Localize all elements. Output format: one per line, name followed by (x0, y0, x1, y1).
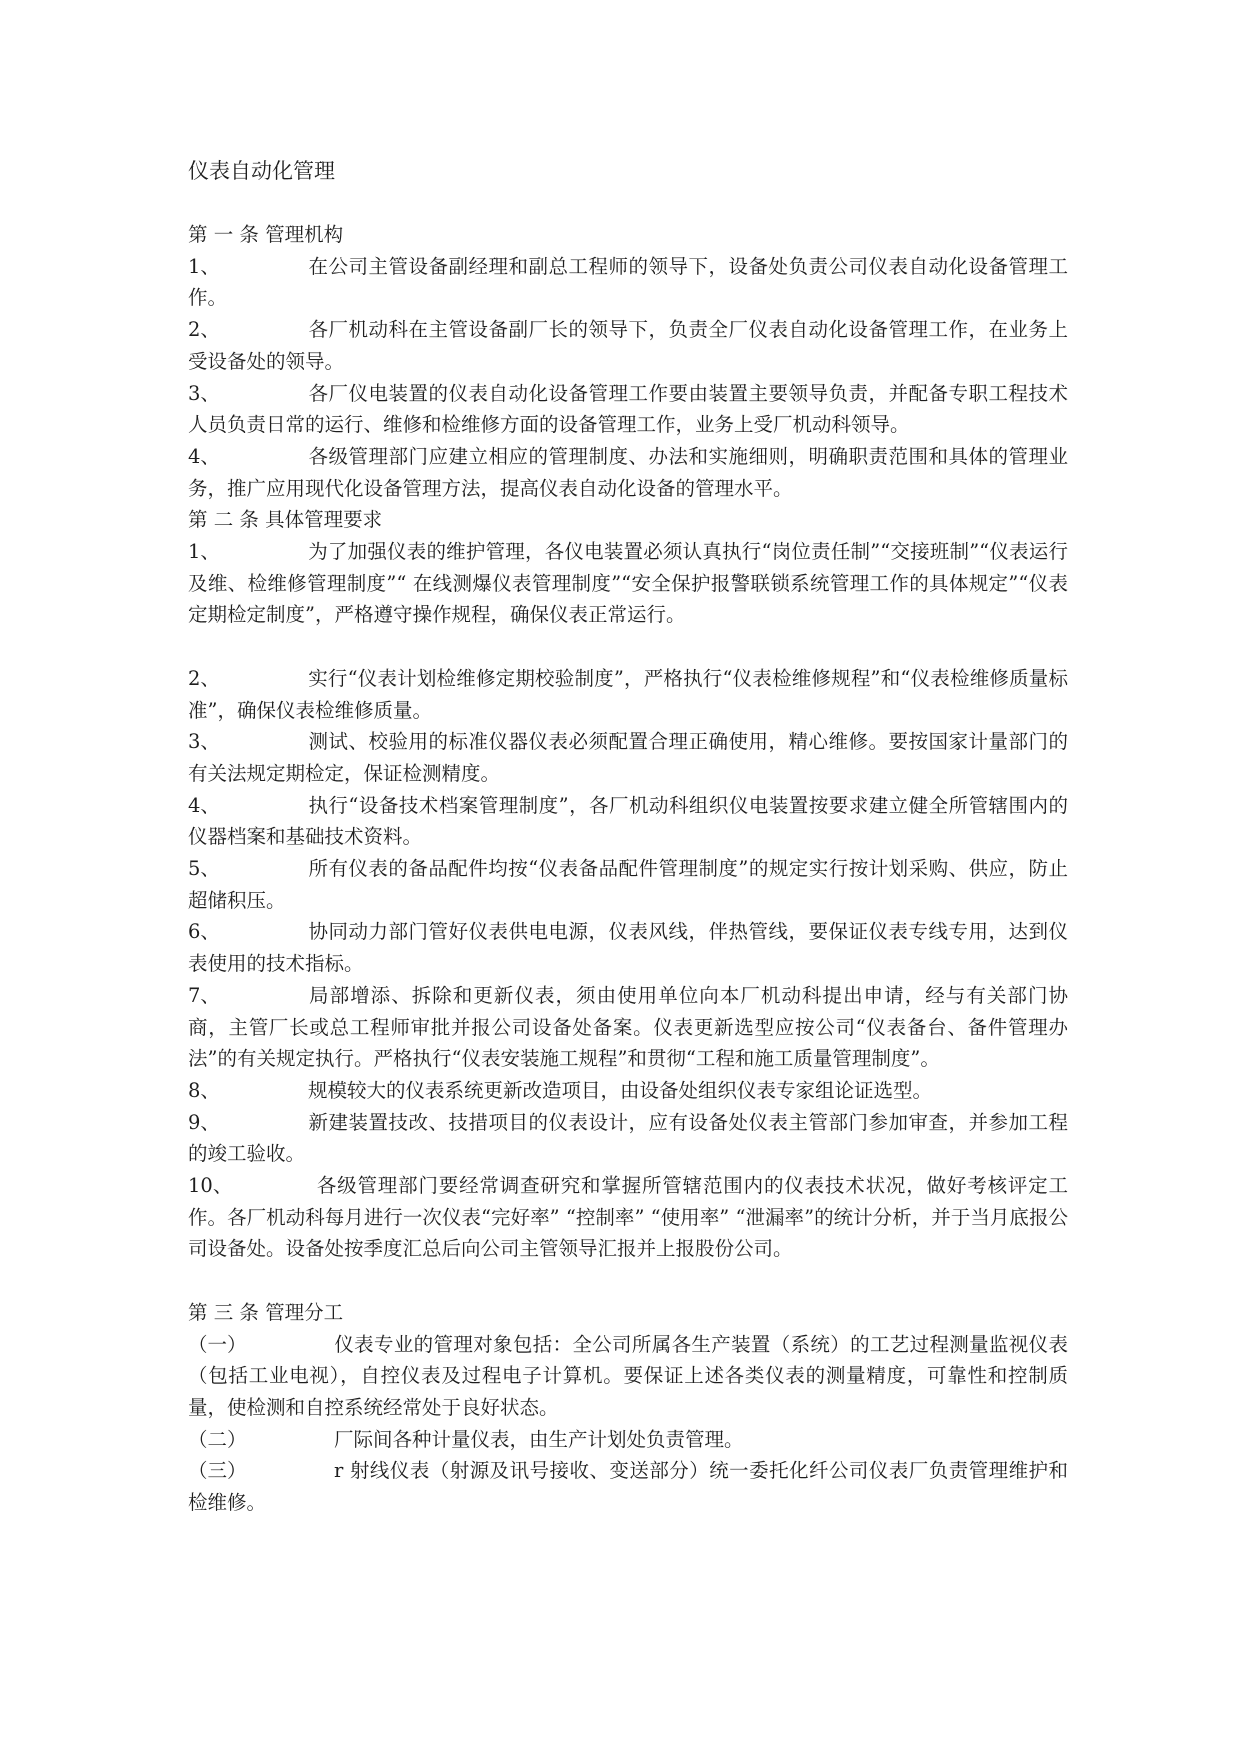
clause-item (188, 790, 1068, 853)
clause-number: 1、 (188, 540, 220, 564)
clause-text: 所有仪表的备品配件均按“仪表备品配件管理制度”的规定实行按计划采购、供应，防止超储积压。 (188, 857, 1068, 912)
clause-item (188, 441, 1068, 504)
clause-text: 仪表专业的管理对象包括：全公司所属各生产装置（系统）的工艺过程测量监视仪表（包括工业电视），自控仪表及过程电子计算机。要保证上述各类仪表的测量精度，可靠性和控制质量，使检测和自控系统经常处于良好状态。 (188, 1332, 1068, 1419)
clause-number: 2、 (188, 318, 220, 342)
clause-text: 为了加强仪表的维护管理，各仪电装置必须认真执行“岗位责任制”“交接班制”“仪表运行及维、检维修管理制度”“ 在线测爆仪表管理制度”“安全保护报警联锁系统管理工作的具体规定”“仪表定期检定制度”，严格遵守操作规程，确保仪表正常运行。 (188, 540, 1068, 627)
clause-number: （二） (188, 1427, 247, 1451)
clause-text: 规模较大的仪表系统更新改造项目，由设备处组织仪表专家组论证选型。 (308, 1078, 933, 1102)
section-specific-requirements (188, 504, 1068, 1265)
clause-item (188, 1329, 1068, 1424)
clause-text: 各厂机动科在主管设备副厂长的领导下，负责全厂仪表自动化设备管理工作，在业务上受设备处的领导。 (188, 318, 1068, 373)
clause-text: 实行“仪表计划检维修定期校验制度”，严格执行“仪表检维修规程”和“仪表检维修质量标准”，确保仪表检维修质量。 (188, 666, 1068, 722)
clause-number: 8、 (188, 1078, 220, 1102)
clause-item (188, 1170, 1068, 1265)
section-management-organization (188, 219, 1068, 504)
clause-text: 各厂仪电装置的仪表自动化设备管理工作要由装置主要领导负责，并配备专职工程技术人员负责日常的运行、维修和检维修方面的设备管理工作，业务上受厂机动科领导。 (188, 381, 1068, 437)
clause-number: 4、 (188, 793, 220, 817)
clause-number: 2、 (188, 666, 220, 690)
clause-text: r 射线仪表（射源及讯号接收、变送部分）统一委托化纤公司仪表厂负责管理维护和检维修。 (188, 1459, 1068, 1515)
section-heading: 第 一 条 管理机构 (188, 223, 344, 246)
clause-number: 10、 (188, 1174, 233, 1198)
clause-number: 7、 (188, 983, 220, 1007)
clause-item (188, 536, 1068, 631)
clause-item (188, 1424, 1068, 1456)
document-body (188, 219, 1068, 1519)
clause-number: 3、 (188, 730, 220, 754)
clause-item (188, 1107, 1068, 1170)
clause-text: 执行“设备技术档案管理制度”，各厂机动科组织仪电装置按要求建立健全所管辖围内的仪器档案和基础技术资料。 (188, 793, 1068, 849)
clause-item (188, 663, 1068, 726)
clause-number: 4、 (188, 444, 220, 468)
clause-item (188, 980, 1068, 1075)
clause-item (188, 853, 1068, 916)
clause-item (188, 251, 1068, 314)
clause-text: 局部增添、拆除和更新仪表，须由使用单位向本厂机动科提出申请，经与有关部门协商，主管厂长或总工程师审批并报公司设备处备案。仪表更新选型应按公司“仪表备台、备件管理办法”的有关规定执行。严格执行“仪表安装施工规程”和贯彻“工程和施工质量管理制度”。 (188, 983, 1068, 1071)
clause-number: 5、 (188, 857, 220, 881)
clause-number: 3、 (188, 381, 220, 405)
blank-line (188, 1265, 1068, 1297)
clause-number: 1、 (188, 254, 220, 278)
clause-item (188, 1075, 1068, 1107)
clause-number: 9、 (188, 1110, 220, 1134)
clause-text: 厂际间各种计量仪表，由生产计划处负责管理。 (334, 1427, 744, 1451)
clause-number: 6、 (188, 920, 220, 944)
section-division-of-work (188, 1297, 1068, 1519)
clause-item (188, 916, 1068, 979)
blank-line (188, 631, 1068, 663)
clause-text: 协同动力部门管好仪表供电电源，仪表风线，伴热管线，要保证仪表专线专用，达到仪表使用的技术指标。 (188, 920, 1068, 976)
section-heading: 第 二 条 具体管理要求 (188, 508, 383, 532)
clause-text: 各级管理部门应建立相应的管理制度、办法和实施细则，明确职责范围和具体的管理业务，推广应用现代化设备管理方法，提高仪表自动化设备的管理水平。 (188, 444, 1068, 500)
clause-item (188, 314, 1068, 377)
clause-item (188, 1455, 1068, 1518)
clause-item (188, 726, 1068, 789)
clause-text: 在公司主管设备副经理和副总工程师的领导下，设备处负责公司仪表自动化设备管理工作。 (188, 254, 1068, 310)
clause-text: 新建装置技改、技措项目的仪表设计，应有设备处仪表主管部门参加审查，并参加工程的竣工验收。 (188, 1110, 1068, 1166)
document-title: 仪表自动化管理 (188, 159, 335, 183)
section-heading: 第 三 条 管理分工 (188, 1300, 344, 1324)
clause-item (188, 378, 1068, 441)
clause-text: 各级管理部门要经常调查研究和掌握所管辖范围内的仪表技术状况，做好考核评定工作。各厂机动科每月进行一次仪表“完好率” “控制率” “使用率” “泄漏率”的统计分析，并于当月底报公司设备处。设备处按季度汇总后向公司主管领导汇报并上报股份公司。 (188, 1174, 1068, 1261)
clause-number: （三） (188, 1459, 247, 1483)
clause-number: （一） (188, 1332, 247, 1356)
clause-text: 测试、校验用的标准仪器仪表必须配置合理正确使用，精心维修。要按国家计量部门的有关法规定期检定，保证检测精度。 (188, 730, 1068, 785)
